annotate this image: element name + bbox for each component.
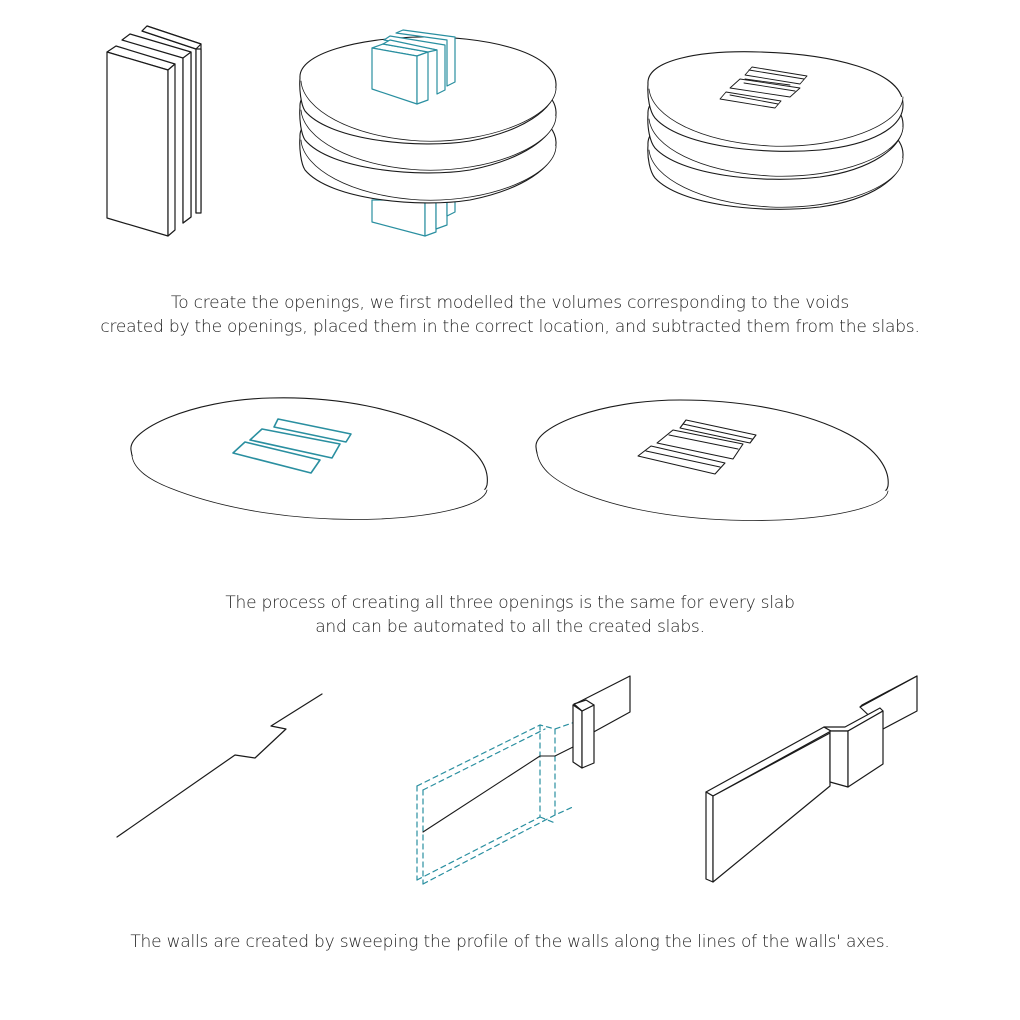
stacked-volumes-figure: [107, 26, 201, 236]
caption-automation: [0, 591, 1020, 639]
caption-line: The walls are created by sweeping the profile of the walls along the lines of the walls' axes.: [130, 932, 890, 952]
caption-walls: [0, 930, 1020, 954]
slab-with-cut-openings-figure: [536, 400, 888, 520]
caption-line: created by the openings, placed them in the correct location, and subtracted them from the slabs.: [100, 317, 920, 337]
slabs-with-void-volumes-figure: [300, 30, 556, 236]
slabs-with-openings-figure: [648, 52, 903, 210]
caption-line: The process of creating all three openings is the same for every slab: [225, 593, 795, 613]
wall-axis-figure: [117, 694, 322, 837]
swept-wall-figure: [706, 676, 917, 882]
slab-with-opening-outlines-figure: [131, 398, 487, 520]
caption-slab-openings: [0, 291, 1020, 339]
caption-line: and can be automated to all the created slabs.: [315, 617, 705, 637]
wall-sweep-figure: [417, 676, 630, 884]
caption-line: To create the openings, we first modelled the volumes corresponding to the voids: [170, 293, 850, 313]
